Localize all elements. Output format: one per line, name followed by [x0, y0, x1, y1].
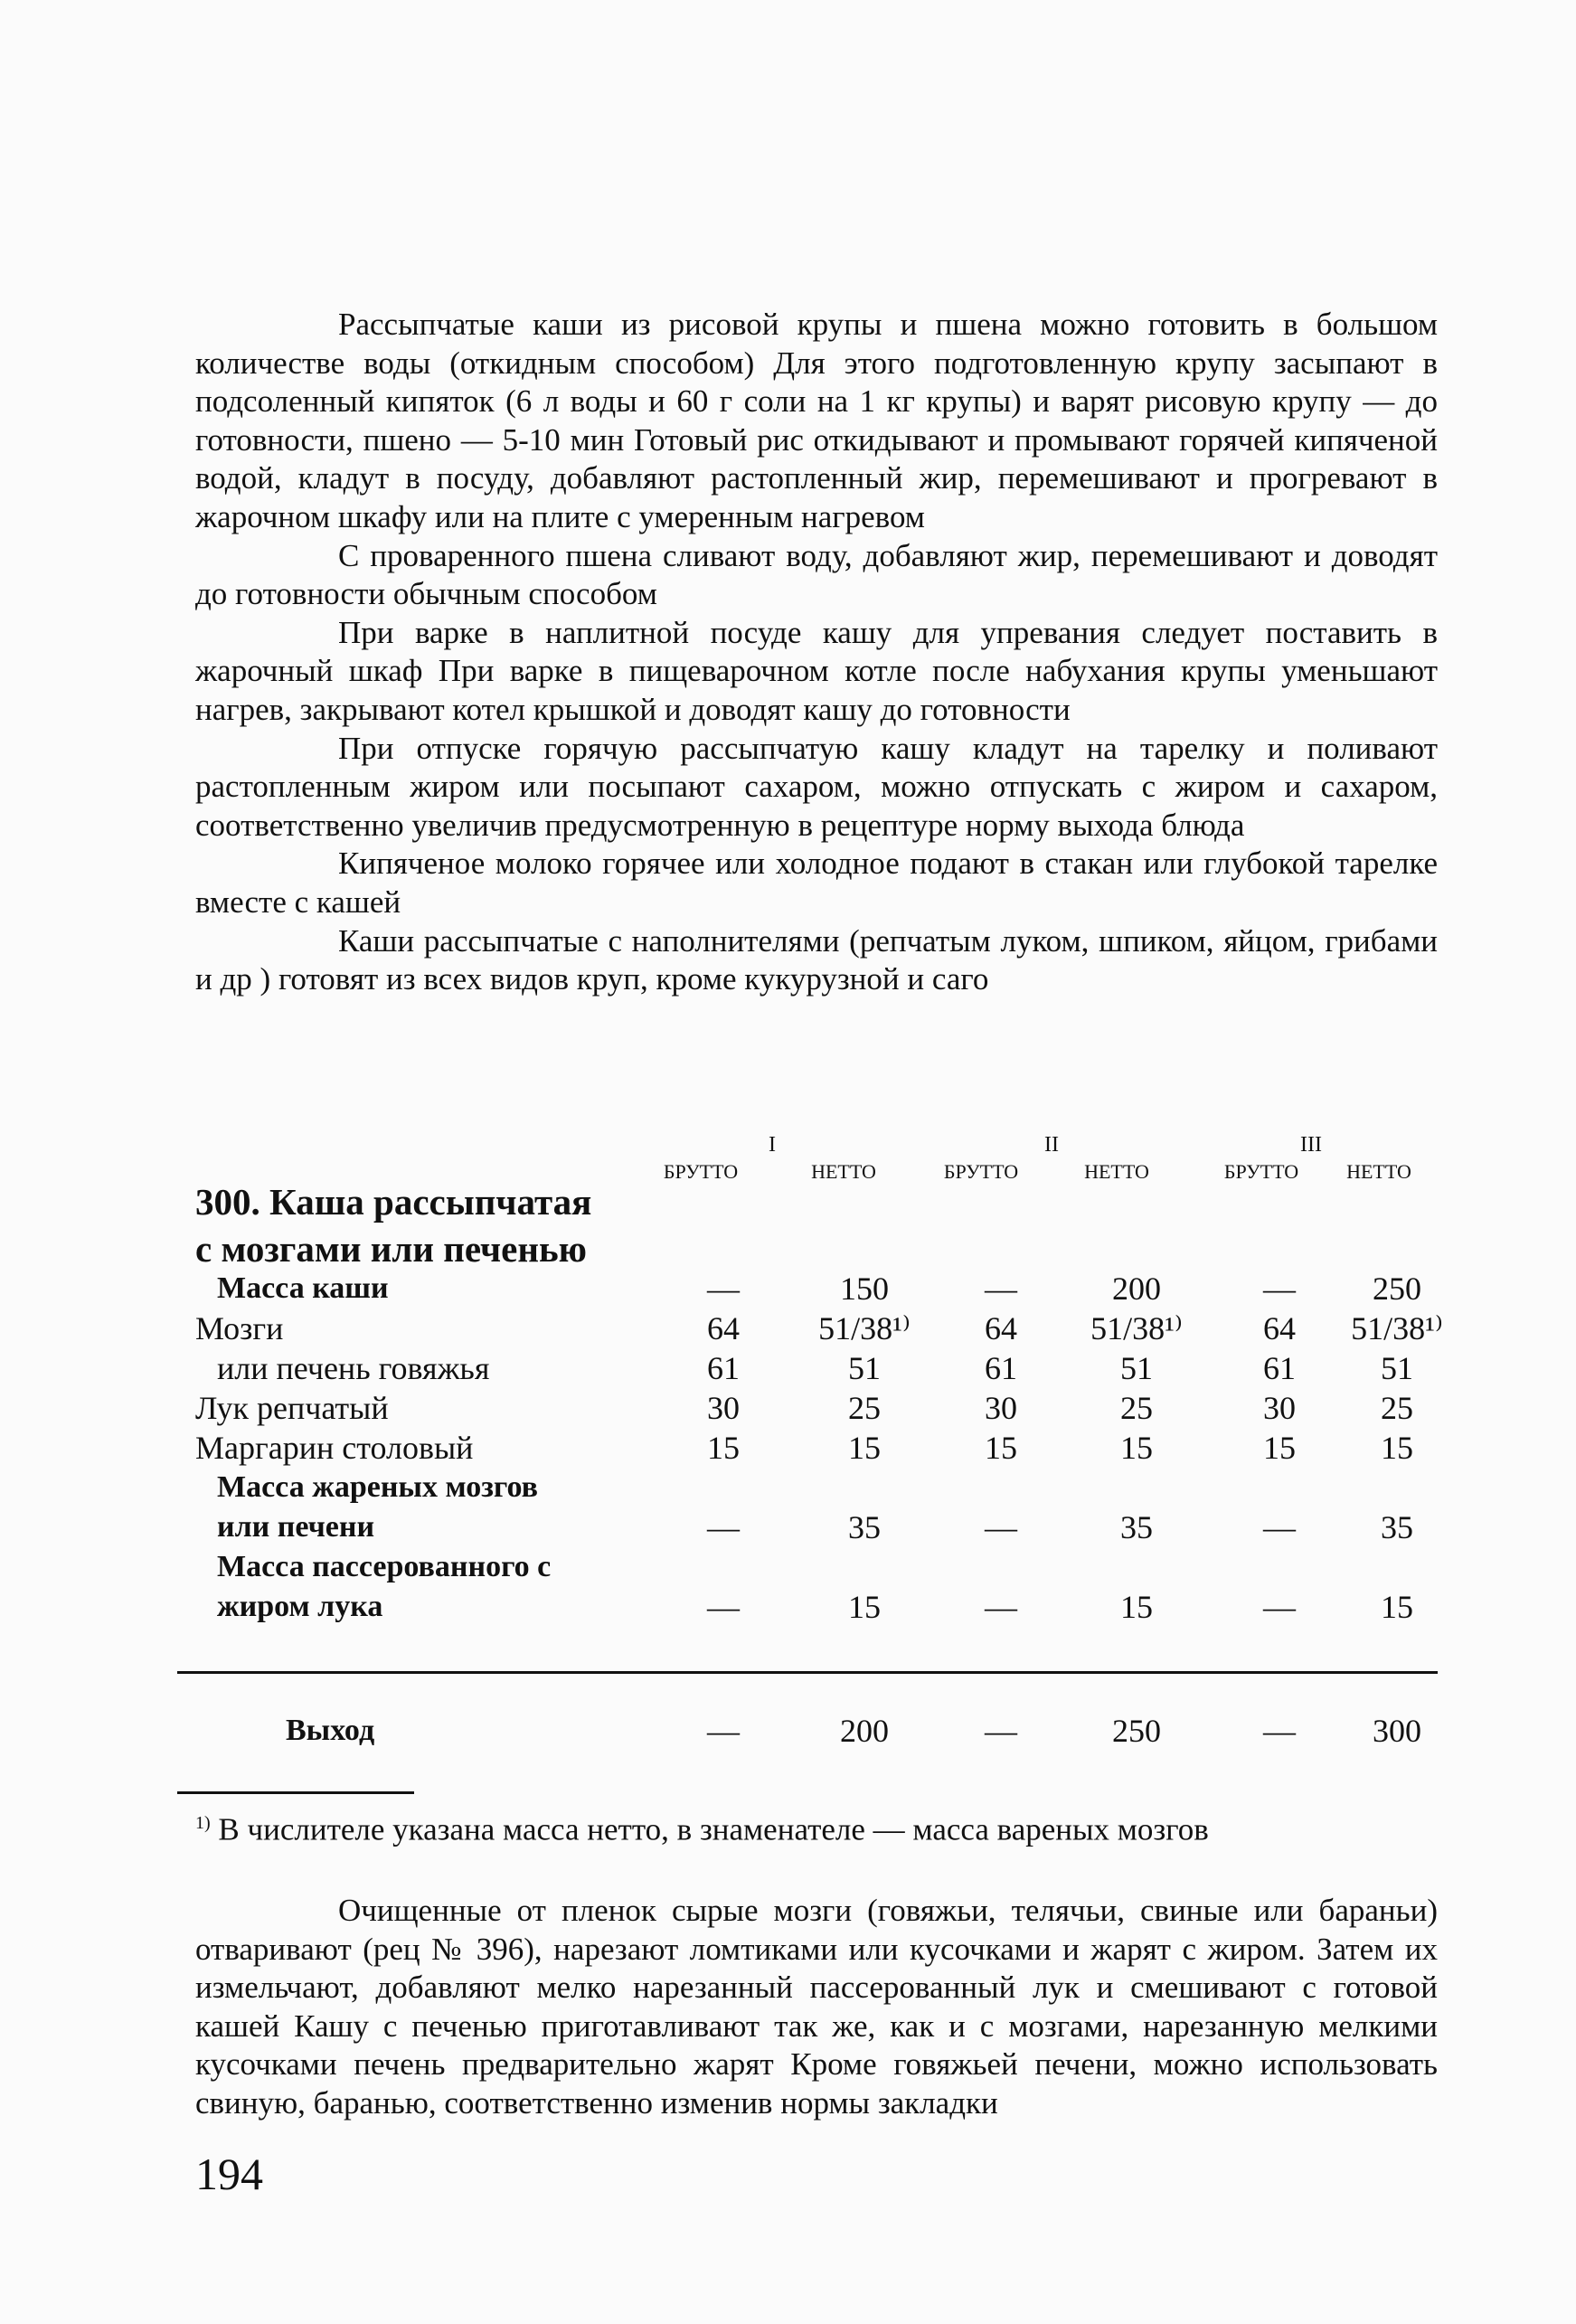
page-number: 194 — [195, 2149, 263, 2199]
value-cell: — — [1263, 1509, 1296, 1545]
table-row — [195, 1547, 1438, 1627]
table-divider — [177, 1671, 1438, 1674]
value-cell: — — [985, 1589, 1017, 1625]
ingredients-table — [195, 1269, 1443, 1627]
yield-value: 300 — [1373, 1713, 1421, 1749]
value-cell: — — [985, 1271, 1017, 1307]
value-cell: 64 — [985, 1310, 1017, 1346]
row-label: жиром лука — [217, 1590, 383, 1623]
intro-paragraph: При варке в наплитной посуде кашу для упревания следует поставить в жарочный шкаф При варке в пищеварочном котле после набухания крупы уменьшают нагрев, закрывают котел крышкой и доводят кашу до готовности — [195, 614, 1438, 727]
value-cell: 15 — [848, 1589, 881, 1625]
table-row — [195, 1348, 1438, 1388]
value-cell: 51 — [1381, 1350, 1413, 1386]
row-label: Мозги — [195, 1310, 284, 1346]
yield-value: 200 — [840, 1713, 889, 1749]
value-cell: 15 — [985, 1430, 1017, 1466]
value-cell: — — [707, 1271, 740, 1307]
value-cell: 51/38¹⁾ — [818, 1310, 911, 1346]
yield-label: Выход — [286, 1714, 375, 1747]
value-cell: 30 — [985, 1390, 1017, 1426]
value-cell: 15 — [1120, 1589, 1153, 1625]
row-label: Масса жареных мозгов — [217, 1470, 538, 1504]
value-cell: 30 — [1263, 1390, 1296, 1426]
value-cell: — — [707, 1509, 740, 1545]
column-header-netto: НЕТТО — [1084, 1160, 1149, 1183]
method-text — [195, 1892, 1438, 2123]
value-cell: 30 — [707, 1390, 740, 1426]
value-cell: — — [707, 1589, 740, 1625]
intro-paragraph: С проваренного пшена сливают воду, добавляют жир, перемешивают и доводят до готовности обычным способом — [195, 537, 1438, 612]
value-cell: — — [1263, 1271, 1296, 1307]
intro-paragraph: Рассыпчатые каши из рисовой крупы и пшена можно готовить в большом количестве воды (откидным способом) Для этого подготовленную крупу засыпают в подсоленный кипяток (6 л воды и 60 г соли на 1 кг крупы) и варят рисовую крупу — до готовности, пшено — 5-10 мин Готовый рис откидывают и промывают горячей кипяченой водой, кладут в посуду, добавляют растопленный жир, перемешивают и прогревают в жарочном шкафу или на плите с умеренным нагревом — [195, 307, 1438, 534]
row-label: Маргарин столовый — [195, 1430, 474, 1466]
value-cell: 250 — [1373, 1271, 1421, 1307]
table-row — [195, 1269, 1438, 1308]
row-label: Масса каши — [217, 1271, 389, 1305]
footnote-text: В числителе указана масса нетто, в знаменателе — масса вареных мозгов — [218, 1811, 1209, 1847]
value-cell: 15 — [848, 1430, 881, 1466]
value-cell: 200 — [1112, 1271, 1161, 1307]
yield-value: — — [1263, 1713, 1296, 1749]
table-row — [195, 1468, 1438, 1547]
yield-value: — — [985, 1713, 1017, 1749]
value-cell: 150 — [840, 1271, 889, 1307]
column-group-3: III — [1300, 1133, 1322, 1157]
value-cell: 61 — [707, 1350, 740, 1386]
value-cell: 61 — [1263, 1350, 1296, 1386]
table-row — [195, 1308, 1443, 1348]
recipe-title — [195, 1178, 629, 1272]
intro-text — [195, 306, 1438, 999]
value-cell: 51/38¹⁾ — [1090, 1310, 1183, 1346]
footnote-mark: 1) — [195, 1813, 211, 1833]
table-row — [195, 1428, 1438, 1468]
intro-paragraph: Кипяченое молоко горячее или холодное подают в стакан или глубокой тарелке вместе с кашей — [195, 846, 1438, 920]
recipe-title-line: с мозгами или печенью — [195, 1228, 587, 1270]
yield-value: 250 — [1112, 1713, 1161, 1749]
value-cell: 15 — [1381, 1430, 1413, 1466]
value-cell: 51 — [1120, 1350, 1153, 1386]
value-cell: 15 — [1120, 1430, 1153, 1466]
column-group-2: II — [1044, 1133, 1059, 1157]
value-cell: — — [1263, 1589, 1296, 1625]
column-header-netto: НЕТТО — [811, 1160, 876, 1183]
method-paragraph: Очищенные от пленок сырые мозги (говяжьи, телячьи, свиные или бараньи) отваривают (рец № 396), нарезают ломтиками или кусочками и жарят с жиром. Затем их измельчают, добавляют мелко нарезанный пассерованный лук и смешивают с готовой кашей Кашу с печенью приготавливают так же, как и с мозгами, нарезанную мелкими кусочками печень предварительно жарят Кроме говяжьей печени, можно использовать свиную, баранью, соответственно изменив нормы закладки — [195, 1893, 1438, 2121]
value-cell: 51 — [848, 1350, 881, 1386]
value-cell: 35 — [1120, 1509, 1153, 1545]
row-label: или печени — [217, 1510, 375, 1544]
value-cell: 25 — [1120, 1390, 1153, 1426]
value-cell: 35 — [1381, 1509, 1413, 1545]
yield-row — [195, 1711, 1438, 1751]
row-label: или печень говяжья — [217, 1350, 490, 1386]
recipe-title-line: 300. Каша рассыпчатая — [195, 1181, 592, 1223]
row-label: Лук репчатый — [195, 1390, 389, 1426]
value-cell: — — [985, 1509, 1017, 1545]
column-header-brutto: БРУТТО — [943, 1160, 1019, 1183]
intro-paragraph: Каши рассыпчатые с наполнителями (репчатым луком, шпиком, яйцом, грибами и др ) готовят из всех видов круп, кроме кукурузной и саго — [195, 922, 1438, 997]
column-header-brutto: БРУТТО — [663, 1160, 739, 1183]
value-cell: 51/38¹⁾ — [1351, 1310, 1443, 1346]
table-row — [195, 1388, 1438, 1428]
column-header-brutto: БРУТТО — [1223, 1160, 1299, 1183]
value-cell: 15 — [707, 1430, 740, 1466]
value-cell: 15 — [1263, 1430, 1296, 1466]
footnote-divider — [177, 1791, 414, 1794]
value-cell: 64 — [1263, 1310, 1296, 1346]
value-cell: 25 — [1381, 1390, 1413, 1426]
column-header-netto: НЕТТО — [1346, 1160, 1411, 1183]
column-group-1: I — [769, 1133, 776, 1157]
value-cell: 15 — [1381, 1589, 1413, 1625]
value-cell: 64 — [707, 1310, 740, 1346]
footnote — [195, 1804, 1209, 1849]
value-cell: 35 — [848, 1509, 881, 1545]
intro-paragraph: При отпуске горячую рассыпчатую кашу кладут на тарелку и поливают растопленным жиром или посыпают сахаром, можно отпускать с жиром и сахаром, соответственно увеличив предусмотренную в рецептуре норму выхода блюда — [195, 730, 1438, 843]
yield-value: — — [707, 1713, 740, 1749]
value-cell: 25 — [848, 1390, 881, 1426]
row-label: Масса пассерованного с — [217, 1550, 552, 1583]
value-cell: 61 — [985, 1350, 1017, 1386]
